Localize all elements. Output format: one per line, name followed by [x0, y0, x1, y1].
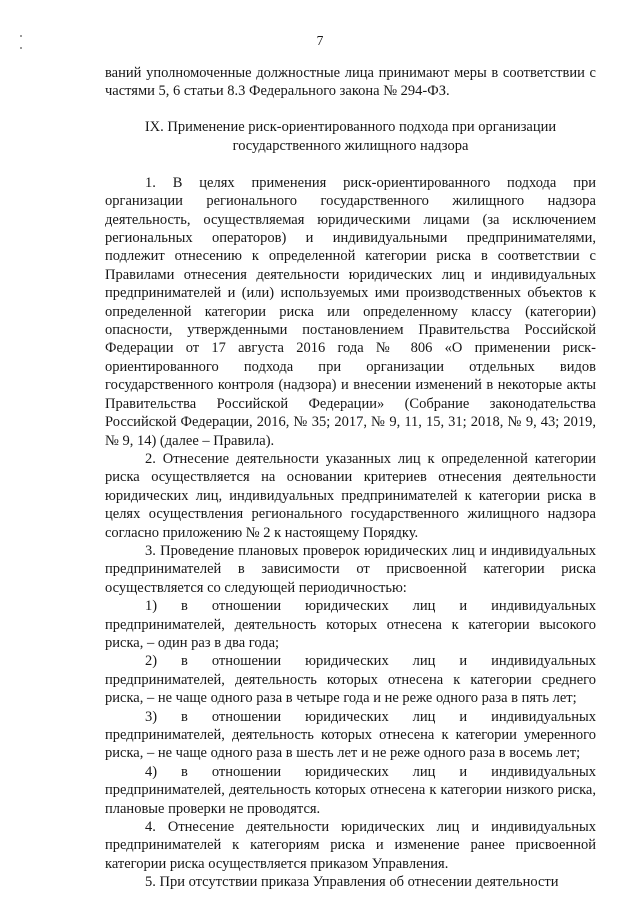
paragraph-5: 5. При отсутствии приказа Управления об отнесении деятельности	[145, 874, 559, 891]
intro-paragraph: ваний уполномоченные должностные лица принимают меры в соответствии с частями 5, 6 статьи 8.3 Федерального закона № 294-ФЗ.	[105, 65, 596, 100]
paragraph-2: 2. Отнесение деятельности указанных лиц к определенной категории риска осуществляется на основании критериев отнесения деятельности юридических лиц, индивидуальных предпринимателей к категории риска в целях осуществления регионального государственного жилищного надзора согласно приложению № 2 к настоящему Порядку.	[105, 450, 596, 541]
section-heading	[105, 118, 596, 156]
section-heading-line: государственного жилищного надзора	[232, 137, 469, 154]
paragraph-1: 1. В целях применения риск-ориентированного подхода при организации регионального государственного жилищного надзора деятельность, осуществляемая юридическими лицами (за исключением региональных операторов) и индивидуальными предпринимателями, подлежит отнесению к определенной категории риска в соответствии с Правилами отнесения деятельности юридических лиц и индивидуальных предпринимателей и (или) используемых ими производственных объектов к определенной категории риска или определенному классу (категории) опасности, утвержденными постановлением Правительства Российской Федерации от 17 августа 2016 года № 806 «О применении риск-ориентированного подхода при организации отдельных видов государственного контроля (надзора) и внесении изменений в некоторые акты Правительства Российской Федерации» (Собрание законодательства Российской Федерации, 2016, № 35; 2017, № 9, 11, 15, 31; 2018, № 9, 43; 2019, № 9, 14) (далее – Правила).	[105, 174, 596, 449]
list-item-4: 4) в отношении юридических лиц и индивидуальных предпринимателей, деятельность которых отнесена к категории низкого риска, плановые проверки не проводятся.	[105, 763, 596, 817]
section-heading-line: IX. Применение риск-ориентированного подхода при организации	[144, 118, 557, 135]
list-item-3: 3) в отношении юридических лиц и индивидуальных предпринимателей, деятельность которых отнесена к категории умеренного риска, – не чаще одного раза в шесть лет и не реже одного раза в восемь лет;	[105, 708, 596, 762]
list-item-2: 2) в отношении юридических лиц и индивидуальных предпринимателей, деятельность которых отнесена к категории среднего риска, – не чаще одного раза в четыре года и не реже одного раза в пять лет;	[105, 653, 596, 707]
document-body	[105, 64, 596, 892]
list-item-1: 1) в отношении юридических лиц и индивидуальных предпринимателей, деятельность которых отнесена к категории высокого риска, – один раз в два года;	[105, 598, 596, 651]
page-number: 7	[316, 33, 324, 48]
paragraph-4: 4. Отнесение деятельности юридических лиц и индивидуальных предпринимателей к категориям риска и изменение ранее присвоенной категории риска осуществляется приказом Управления.	[105, 819, 596, 872]
paragraph-3: 3. Проведение плановых проверок юридических лиц и индивидуальных предпринимателей в зависимости от присвоенной категории риска осуществляется со следующей периодичностью:	[105, 542, 596, 596]
